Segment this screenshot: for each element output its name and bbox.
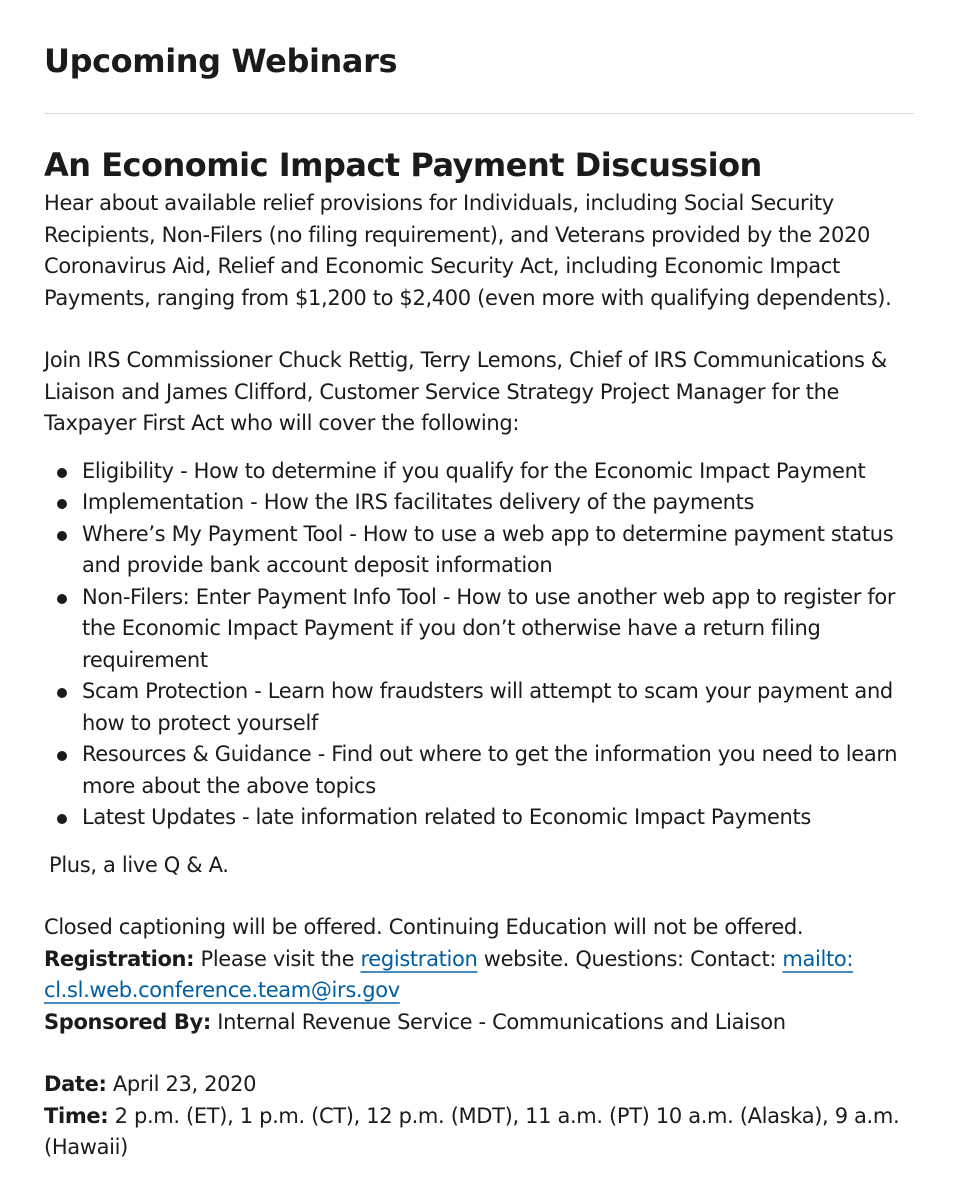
registration-text-before: Please visit the [200,946,355,971]
email-address: cl.sl.web.conference.team@irs.gov [44,978,400,1002]
captioning-note: Closed captioning will be offered. Continuing Education will not be offered. [44,915,804,939]
topic-list [44,456,914,834]
topic-text: Scam Protection - Learn how fraudsters will attempt to scam your payment and how to protect yourself [82,679,893,735]
webinar-intro: Hear about available relief provisions for Individuals, including Social Security Recipients, Non-Filers (no filing requirement), and Veterans provided by the 2020 Coronavirus Aid, Relief and Economic Security Act, including Economic Impact Payments, ranging from $1,200 to $2,400 (even more with qualifying dependents). [44,191,892,310]
list-item [82,676,914,739]
bullet-icon [57,814,67,824]
topic-text: Eligibility - How to determine if you qualify for the Economic Impact Payment [82,458,866,483]
list-item [82,582,914,677]
registration-link[interactable]: registration [360,946,478,971]
bullet-icon [57,499,67,509]
date-value: April 23, 2020 [112,1072,257,1096]
sponsor-value: Internal Revenue Service - Communications and Liaison [217,1009,786,1034]
bullet-icon [57,531,67,541]
webinar-title: An Economic Impact Payment Discussion [44,146,762,184]
webinar-section [44,114,914,1164]
webinar-speakers: Join IRS Commissioner Chuck Rettig, Terry Lemons, Chief of IRS Communications & Liaison and James Clifford, Customer Service Strategy Project Manager for the Taxpayer First Act who will cover the following: [44,348,887,435]
topic-text: Implementation - How the IRS facilitates delivery of the payments [82,490,755,514]
list-item [82,739,914,802]
registration-label: Registration: [44,946,195,971]
date-line [44,1069,914,1101]
topic-text: Where’s My Payment Tool - How to use a web app to determine payment status and provide bank account deposit information [82,521,894,577]
bullet-icon [57,468,67,478]
sponsor-line [44,1007,914,1039]
webinar-body [44,188,914,1164]
qa-note: Plus, a live Q & A. [49,852,229,877]
topic-text: Latest Updates - late information related to Economic Impact Payments [82,805,811,829]
page-title: Upcoming Webinars [44,42,398,80]
registration-text-after: website. Questions: Contact: [483,946,777,971]
list-item [82,487,914,519]
bullet-icon [57,751,67,761]
list-item [82,456,914,488]
time-value: 2 p.m. (ET), 1 p.m. (CT), 12 p.m. (MDT), 11 a.m. (PT) 10 a.m. (Alaska), 9 a.m. (Hawaii) [44,1103,900,1159]
topic-text: Non-Filers: Enter Payment Info Tool - How to use another web app to register for the Economic Impact Payment if you don’t otherwise have a return filing requirement [82,584,896,672]
time-label: Time: [44,1103,109,1128]
time-line [44,1101,914,1164]
bullet-icon [57,594,67,604]
date-label: Date: [44,1072,107,1096]
bullet-icon [57,688,67,698]
list-item [82,802,914,834]
registration-line [44,944,914,1007]
mailto-prefix: mailto: [782,946,854,971]
list-item [82,519,914,582]
sponsor-label: Sponsored By: [44,1009,211,1034]
topic-text: Resources & Guidance - Find out where to get the information you need to learn more about the above topics [82,742,898,798]
